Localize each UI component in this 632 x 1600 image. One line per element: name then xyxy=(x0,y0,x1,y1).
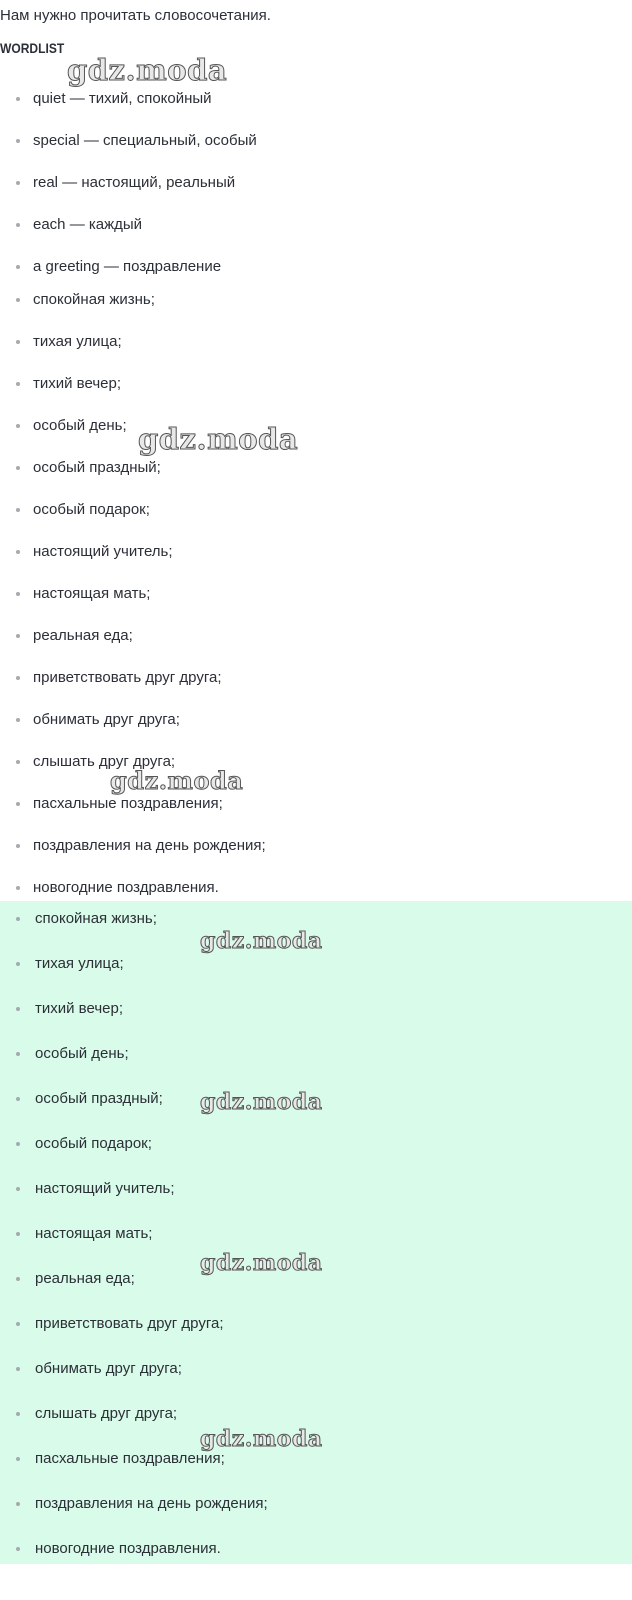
bullet-icon xyxy=(16,1367,20,1371)
bullet-icon xyxy=(16,917,20,921)
bullet-icon xyxy=(16,1232,20,1236)
watermark-logo: gdz.moda xyxy=(67,53,228,87)
bullet-icon xyxy=(16,508,20,512)
bullet-icon xyxy=(16,550,20,554)
bullet-icon xyxy=(16,1322,20,1326)
watermark-logo: gdz.moda xyxy=(138,422,299,456)
bullet-icon xyxy=(16,223,20,227)
watermark-logo: gdz.moda xyxy=(200,1250,323,1276)
bullet-icon xyxy=(16,139,20,143)
bullet-icon xyxy=(16,1052,20,1056)
bullet-icon xyxy=(16,97,20,101)
bullet-icon xyxy=(16,760,20,764)
bullet-icon xyxy=(16,962,20,966)
bullet-icon xyxy=(16,1277,20,1281)
bullet-icon xyxy=(16,718,20,722)
bullet-icon xyxy=(16,298,20,302)
bullet-icon xyxy=(16,265,20,269)
bullet-icon xyxy=(16,844,20,848)
bullet-icon xyxy=(16,802,20,806)
watermark-logo: gdz.moda xyxy=(200,1426,323,1452)
bullet-icon xyxy=(16,1142,20,1146)
bullet-icon xyxy=(16,181,20,185)
bullet-icon xyxy=(16,1412,20,1416)
watermark-logo: gdz.moda xyxy=(200,928,323,954)
bullet-icon xyxy=(16,1187,20,1191)
bullet-icon xyxy=(16,382,20,386)
watermark-logo: gdz.moda xyxy=(110,766,244,795)
wordlist-heading: WORDLIST xyxy=(0,40,65,56)
bullet-icon xyxy=(16,1502,20,1506)
bullet-icon xyxy=(16,886,20,890)
bullet-icon xyxy=(16,634,20,638)
bullet-icon xyxy=(16,1007,20,1011)
bullet-icon xyxy=(16,466,20,470)
bullet-icon xyxy=(16,1097,20,1101)
watermark-logo: gdz.moda xyxy=(200,1089,323,1115)
intro-text: Нам нужно прочитать словосочетания. xyxy=(0,7,271,24)
bullet-icon xyxy=(16,676,20,680)
bullet-icon xyxy=(16,424,20,428)
bullet-icon xyxy=(16,340,20,344)
bullet-icon xyxy=(16,1547,20,1551)
bullet-icon xyxy=(16,1457,20,1461)
bullet-icon xyxy=(16,592,20,596)
